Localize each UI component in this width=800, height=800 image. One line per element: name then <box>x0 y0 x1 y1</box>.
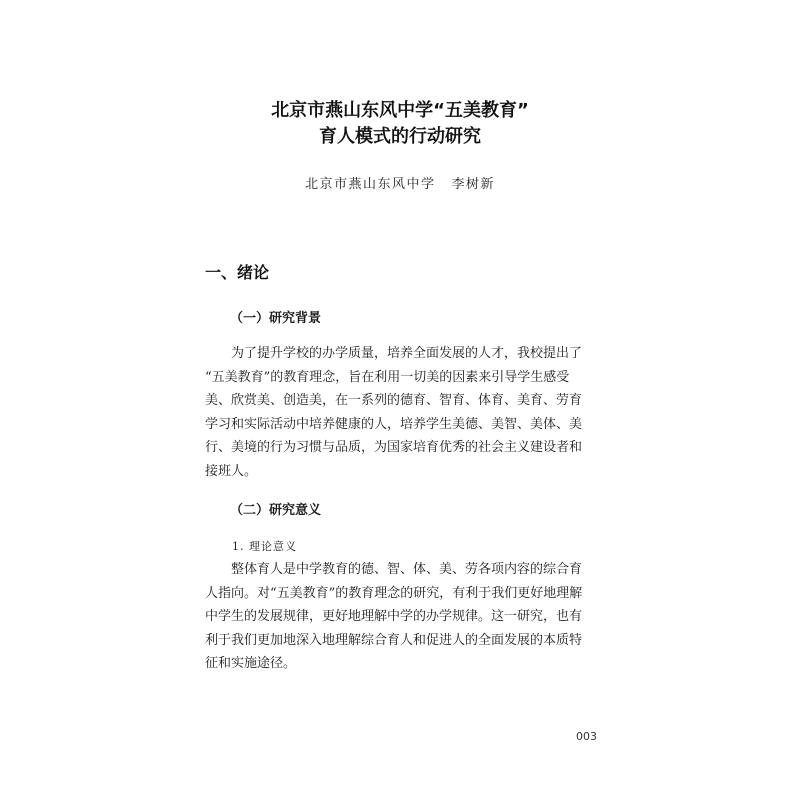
paragraph-line: 利于我们更加地深入地理解综合育人和促进人的全面发展的本质特 <box>205 632 583 648</box>
paragraph-line: 整体育人是中学教育的德、智、体、美、劳各项内容的综合育 <box>231 562 583 577</box>
paragraph-research-background <box>205 342 597 483</box>
paragraph-line: “五美教育”的教育理念，旨在利用一切美的因素来引导学生感受 <box>205 369 570 385</box>
page-number: 003 <box>576 730 597 743</box>
paragraph-line: 征和实施途径。 <box>205 656 297 671</box>
item-heading-theoretical-significance: 1. 理论意义 <box>232 540 297 553</box>
paragraph-line: 学习和实际活动中培养健康的人，培养学生美德、美智、美体、美 <box>205 416 583 432</box>
subsection-heading-significance: （二）研究意义 <box>230 503 322 518</box>
author-line <box>0 173 800 192</box>
author-school: 北京市燕山东风中学 <box>304 177 436 192</box>
section-heading-introduction: 一、绪论 <box>205 263 270 282</box>
paragraph-line: 中学生的发展规律，更好地理解中学的办学规律。这一研究，也有 <box>205 609 583 624</box>
paragraph-line: 为了提升学校的办学质量，培养全面发展的人才，我校提出了 <box>231 346 583 361</box>
subsection-heading-background: （一）研究背景 <box>230 311 322 326</box>
paragraph-line: 行、美境的行为习惯与品质，为国家培育优秀的社会主义建设者和 <box>205 440 583 455</box>
paragraph-line: 人指向。对“五美教育”的教育理念的研究，有利于我们更好地理解 <box>205 585 583 601</box>
document-title-line-2: 育人模式的行动研究 <box>319 126 481 147</box>
paragraph-theoretical-significance <box>205 558 597 676</box>
paragraph-line: 美、欣赏美、创造美，在一系列的德育、智育、体育、美育、劳育 <box>205 393 583 408</box>
document-title-line-1: 北京市燕山东风中学“五美教育” <box>271 100 529 121</box>
author-name: 李树新 <box>451 177 496 192</box>
paragraph-line: 接班人。 <box>205 463 258 479</box>
